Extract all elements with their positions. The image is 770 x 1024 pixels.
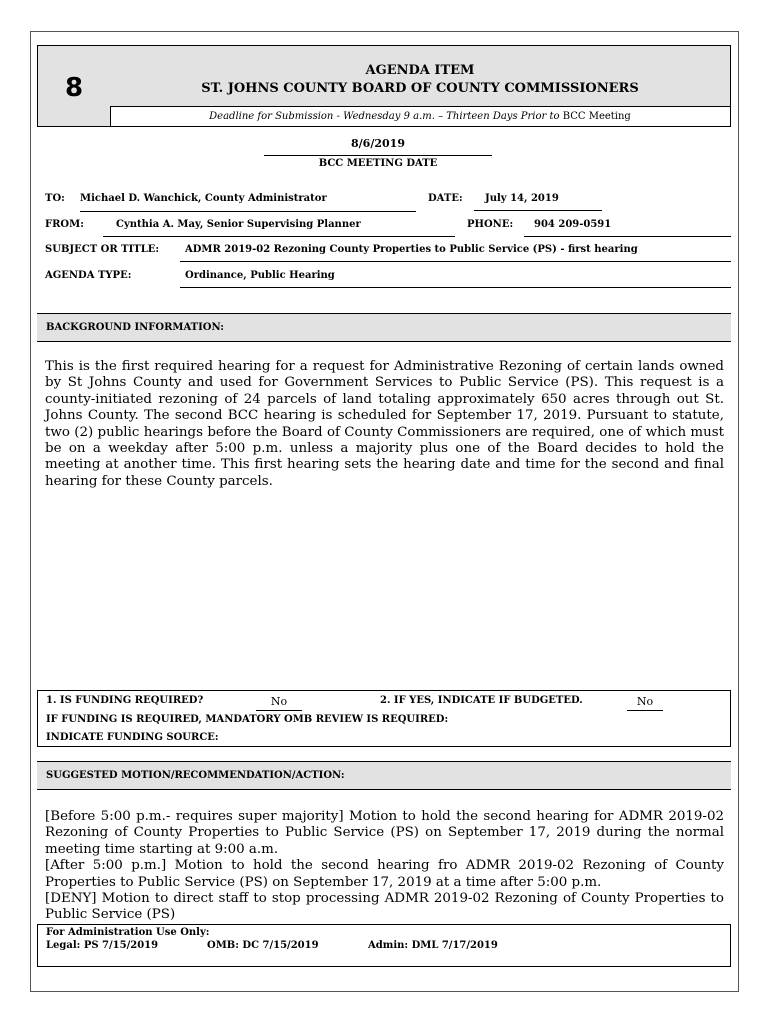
subject-value: ADMR 2019-02 Rezoning County Properties to Public Service (PS) - first hearing [180, 244, 731, 262]
omb-signoff: OMB: DC 7/15/2019 [207, 940, 319, 951]
from-value: Cynthia A. May, Senior Supervising Planner [103, 219, 455, 237]
admin-signoff: Admin: DML 7/17/2019 [368, 940, 498, 951]
background-text: This is the first required hearing for a request for Administrative Rezoning of certain lands owned by St Johns County and used for Government Services to Public Service (PS). This request is a county-initiated rezoning of 24 parcels of land totaling approximately 650 acres through out St. Johns County. The second BCC hearing is scheduled for September 17, 2019. Pursuant to statute, two (2) public hearings before the Board of County Commissioners are required, one of which must be on a weekday after 5:00 p.m. unless a majority plus one of the Board decides to hold the meeting at another time. This first hearing sets the hearing date and time for the second and final hearing for these County parcels. [45, 359, 724, 489]
deadline-text: Deadline for Submission - Wednesday 9 a.m. – Thirteen Days Prior to [209, 111, 560, 122]
submission-deadline [110, 108, 730, 126]
budgeted-value: No [627, 693, 663, 711]
meeting-date-label: BCC MEETING DATE [318, 158, 438, 169]
motion-before-5pm: [Before 5:00 p.m.- requires super majority] Motion to hold the second hearing for ADMR 2019-02 Rezoning of County Properties to Public Service (PS) on September 17, 2019 during the normal meeting time starting at 9:00 a.m. [45, 809, 724, 857]
agenda-header [37, 45, 731, 127]
motion-text [45, 809, 724, 924]
to-label: TO: [45, 193, 65, 204]
agenda-title-line2: ST. JOHNS COUNTY BOARD OF COUNTY COMMISSIONERS [201, 81, 639, 96]
phone-value: 904 209-0591 [524, 219, 731, 237]
date-label: DATE: [428, 193, 463, 204]
agenda-type-value: Ordinance, Public Hearing [180, 270, 731, 288]
agenda-title-line1: AGENDA ITEM [365, 63, 475, 78]
deadline-meeting: BCC Meeting [562, 111, 631, 122]
funding-required-label: 1. IS FUNDING REQUIRED? [46, 695, 204, 706]
legal-signoff: Legal: PS 7/15/2019 [46, 940, 159, 951]
agenda-title [110, 46, 730, 107]
funding-box [37, 690, 731, 747]
funding-source-label: INDICATE FUNDING SOURCE: [46, 732, 219, 743]
admin-use-heading: For Administration Use Only: [46, 927, 210, 938]
agenda-type-label: AGENDA TYPE: [45, 270, 132, 281]
budgeted-label: 2. IF YES, INDICATE IF BUDGETED. [380, 695, 583, 706]
motion-after-5pm: [After 5:00 p.m.] Motion to hold the second hearing fro ADMR 2019-02 Rezoning of County Properties to Public Service (PS) on September 17, 2019 at a time after 5:00 p.m. [45, 858, 724, 890]
motion-heading: SUGGESTED MOTION/RECOMMENDATION/ACTION: [37, 761, 731, 790]
admin-use-box [37, 924, 731, 967]
omb-review-note: IF FUNDING IS REQUIRED, MANDATORY OMB REVIEW IS REQUIRED: [46, 714, 449, 725]
phone-label: PHONE: [467, 219, 514, 230]
from-label: FROM: [45, 219, 84, 230]
motion-deny: [DENY] Motion to direct staff to stop processing ADMR 2019-02 Rezoning of County Properties to Public Service (PS) [45, 891, 724, 923]
background-heading: BACKGROUND INFORMATION: [37, 313, 731, 342]
meeting-date-value: 8/6/2019 [264, 136, 492, 156]
to-value: Michael D. Wanchick, County Administrator [80, 193, 416, 212]
subject-label: SUBJECT OR TITLE: [45, 244, 160, 255]
funding-required-value: No [256, 693, 302, 711]
agenda-item-number: 8 [38, 46, 111, 126]
date-value: July 14, 2019 [474, 193, 602, 211]
